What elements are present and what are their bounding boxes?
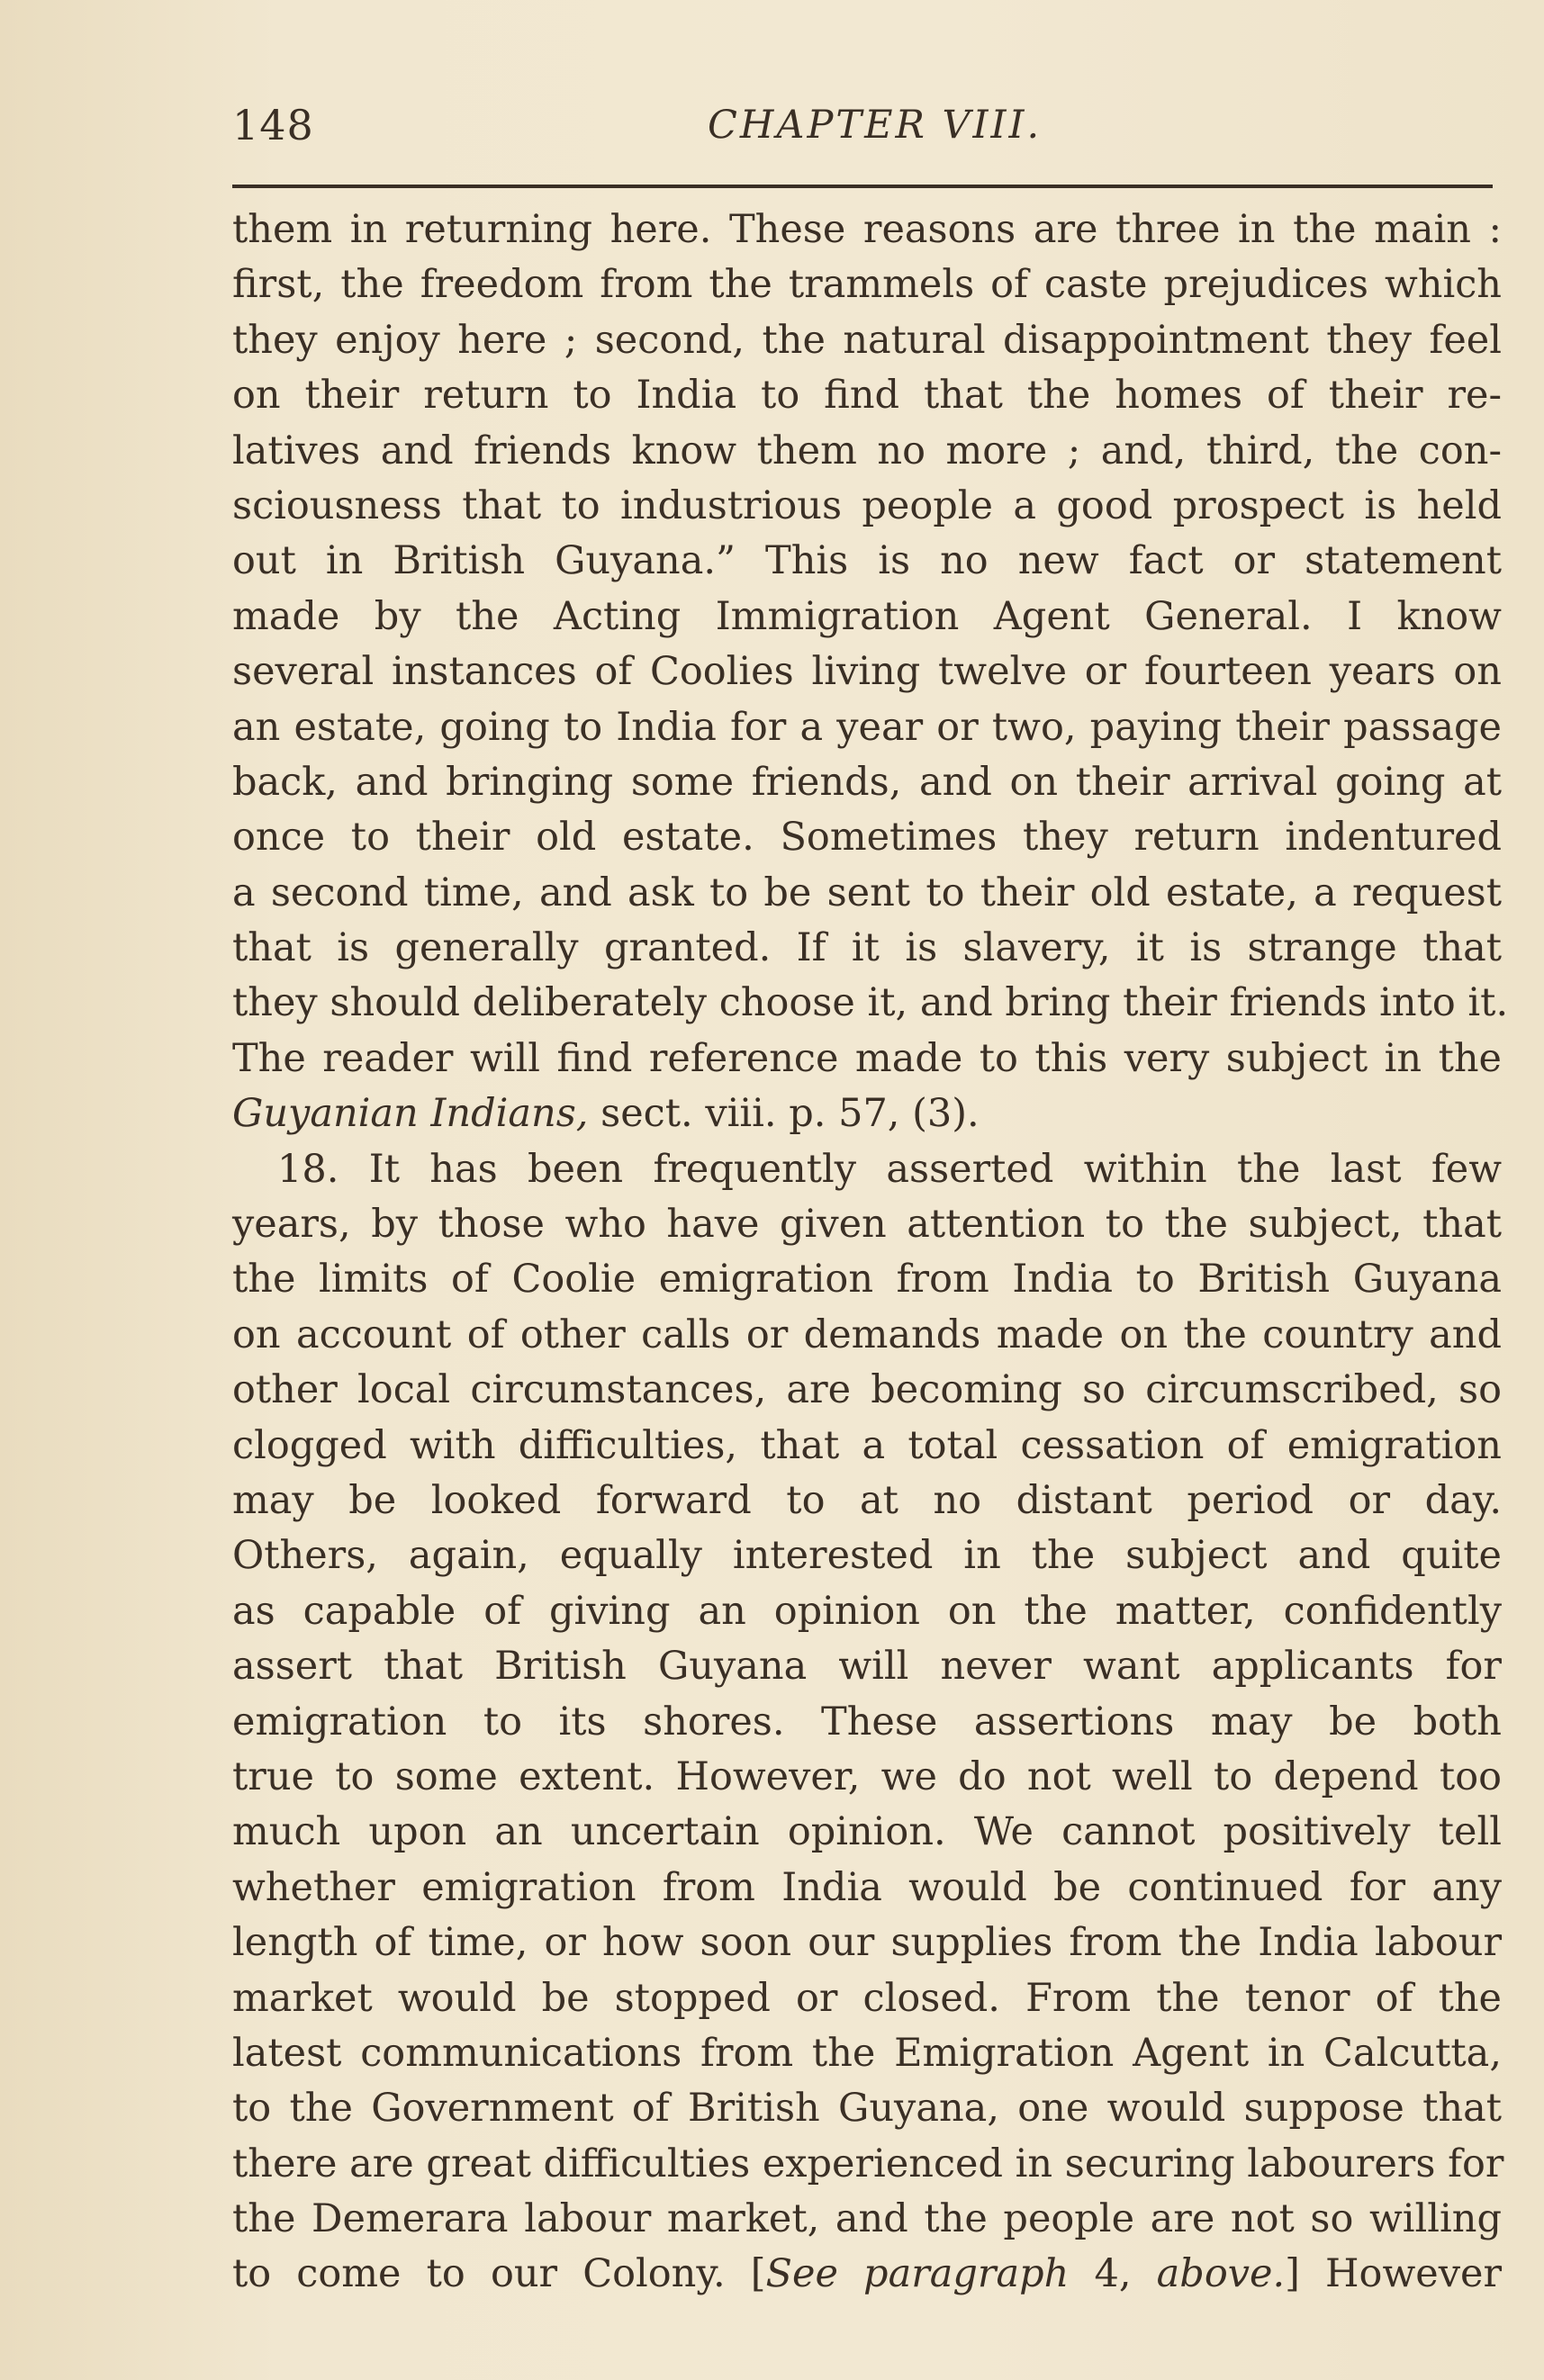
text-line: whether emigration from India would be continued for any [232,1864,1502,1910]
page-number: 148 [232,101,314,149]
text-line: that is generally granted. If it is slavery, it is strange that [232,925,1502,971]
text-line: out in British Guyana.” This is no new fact or statement [232,538,1502,584]
text-line: sciousness that to industrious people a good prospect is held [232,482,1502,528]
text-line: they should deliberately choose it, and bring their friends into it. [232,980,1509,1026]
text-line: latest communications from the Emigration Agent in Calcutta, [232,2030,1502,2076]
text-line: Others, again, equally interested in the subject and quite [232,1533,1502,1579]
running-header [232,101,1493,173]
text-line: latives and friends know them no more ; and, third, the con- [232,428,1502,473]
text-line: on account of other calls or demands made on the country and [232,1312,1502,1357]
text-line: once to their old estate. Sometimes they return indentured [232,815,1502,861]
text-line: assert that British Guyana will never want applicants for [232,1644,1502,1690]
text-line: emigration to its shores. These assertions may be both [232,1699,1502,1744]
above-reference: above. [1156,2251,1286,2297]
text-line: market would be stopped or closed. From the tenor of the [232,1975,1502,2021]
text-line: clogged with difficulties, that a total cessation of emigration [232,1422,1502,1468]
text-line: first, the freedom from the trammels of caste prejudices which [232,262,1502,308]
text-line: there are great difficulties experienced in securing labourers for [232,2141,1504,2186]
text-line: on their return to India to find that the homes of their re- [232,373,1502,419]
text-line: The reader will find reference made to this very subject in the [232,1035,1502,1081]
citation-title: Guyanian Indians, [232,1091,589,1137]
text-line: a second time, and ask to be sent to their old estate, a request [232,870,1502,915]
text-line: length of time, or how soon our supplies from the India labour [232,1920,1502,1966]
header-rule [232,185,1493,188]
body-text [232,203,1509,2303]
text-line: an estate, going to India for a year or two, paying their passage [232,704,1502,750]
paragraph-number: 4, [1069,2251,1157,2297]
text-line: years, by those who have given attention to the subject, that [232,1202,1502,1248]
line-end: ] However [1285,2251,1502,2297]
text-line: several instances of Coolies living twelve or fourteen years on [232,649,1502,695]
text-line: true to some extent. However, we do not well to depend too [232,1753,1502,1799]
text-line-final [232,2247,1502,2302]
text-line: made by the Acting Immigration Agent General. I know [232,593,1502,639]
citation-reference: sect. viii. p. 57, (3). [588,1091,980,1137]
paragraph-start-18: 18. It has been frequently asserted within the last few [277,1146,1502,1192]
text-line: the Demerara labour market, and the people are not so willing [232,2196,1502,2242]
text-line-citation [232,1086,1502,1141]
text-line: them in returning here. These reasons are three in the main : [232,207,1502,252]
text-line: they enjoy here ; second, the natural disappointment they feel [232,317,1502,363]
text-line: other local circumstances, are becoming so circumscribed, so [232,1367,1502,1413]
text-line: to the Government of British Guyana, one would suppose that [232,2086,1502,2132]
line-start: to come to our Colony. [ [232,2251,766,2297]
text-line: much upon an uncertain opinion. We cannot positively tell [232,1809,1502,1855]
chapter-title: CHAPTER VIII. [708,103,1043,148]
text-line: the limits of Coolie emigration from India to British Guyana [232,1257,1502,1303]
text-line: may be looked forward to at no distant period or day. [232,1477,1502,1523]
text-line: back, and bringing some friends, and on their arrival going at [232,759,1502,805]
text-line: as capable of giving an opinion on the matter, confidently [232,1588,1502,1634]
see-paragraph: See paragraph [765,2251,1070,2297]
